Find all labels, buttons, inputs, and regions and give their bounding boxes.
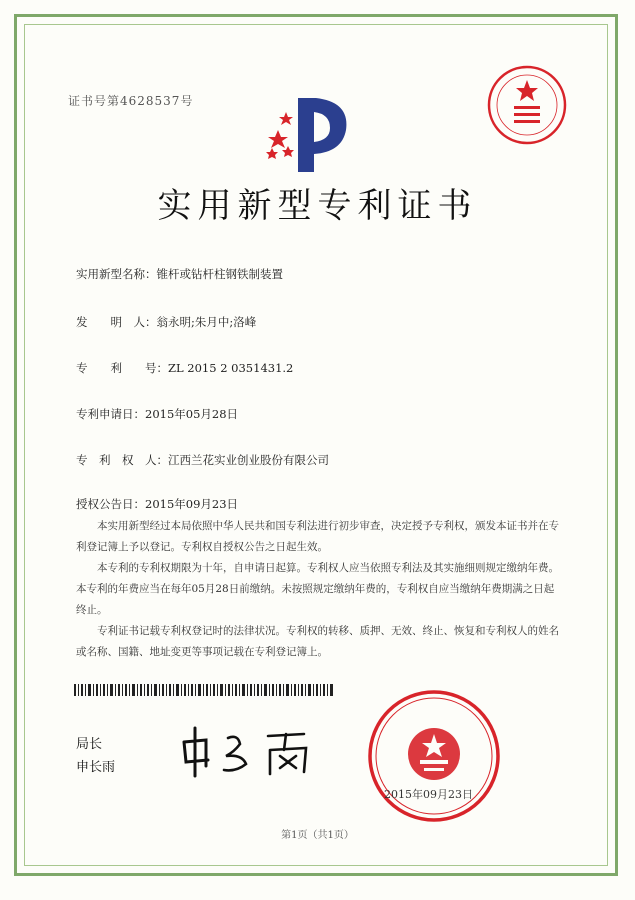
field-value: 2015年09月23日	[145, 497, 239, 511]
patent-number	[76, 360, 293, 376]
field-label: 实用新型名称：	[76, 267, 157, 281]
filing-date	[76, 406, 238, 422]
body-paragraph: 专利证书记载专利权登记时的法律状况。专利权的转移、质押、无效、终止、恢复和专利权人的姓名或名称、国籍、地址变更等事项记载在专利登记簿上。	[76, 625, 559, 658]
field-value: 翁永明;朱月中;洛峰	[156, 315, 257, 329]
body-paragraph: 本专利的专利权期限为十年，自申请日起算。专利权人应当依照专利法及其实施细则规定缴纳年费。本专利的年费应当在每年05月28日前缴纳。未按照规定缴纳年费的，专利权自应当缴纳年费期满之日起终止。	[76, 562, 559, 616]
signature-title: 局长	[76, 737, 103, 752]
signature-name: 申长雨	[76, 760, 116, 775]
body-paragraph: 本实用新型经过本局依照中华人民共和国专利法进行初步审查，决定授予专利权，颁发本证书并在专利登记簿上予以登记。专利权自授权公告之日起生效。	[76, 520, 559, 553]
certificate-body	[76, 516, 560, 663]
page-title: 实用新型专利证书	[157, 186, 478, 226]
utility-model-name	[76, 266, 283, 282]
handwritten-signature-icon	[176, 720, 326, 780]
grant-date	[76, 496, 238, 512]
field-label: 授权公告日：	[76, 497, 145, 511]
field-label: 发 明 人：	[76, 315, 157, 329]
national-ip-office-seal-icon	[366, 688, 502, 824]
patentee	[76, 452, 329, 468]
certificate-number: 证书号第4628537号	[68, 94, 194, 108]
field-label: 专利申请日：	[76, 407, 145, 421]
field-value: 2015年05月28日	[145, 407, 239, 421]
field-value: 江西兰花实业创业股份有限公司	[168, 453, 329, 467]
patent-office-logo-icon	[258, 88, 358, 178]
barcode-icon	[74, 684, 334, 696]
field-label: 专 利 号：	[76, 361, 168, 375]
seal-date: 2015年09月23日	[384, 788, 473, 801]
field-value: 锥杆或钻杆柱钢铁制装置	[156, 267, 283, 281]
agency-seal-icon	[486, 64, 568, 146]
page-number: 第1页（共1页）	[281, 830, 354, 841]
field-value: ZL 2015 2 0351431.2	[168, 361, 294, 375]
inventor	[76, 314, 256, 330]
field-label: 专 利 权 人：	[76, 453, 168, 467]
